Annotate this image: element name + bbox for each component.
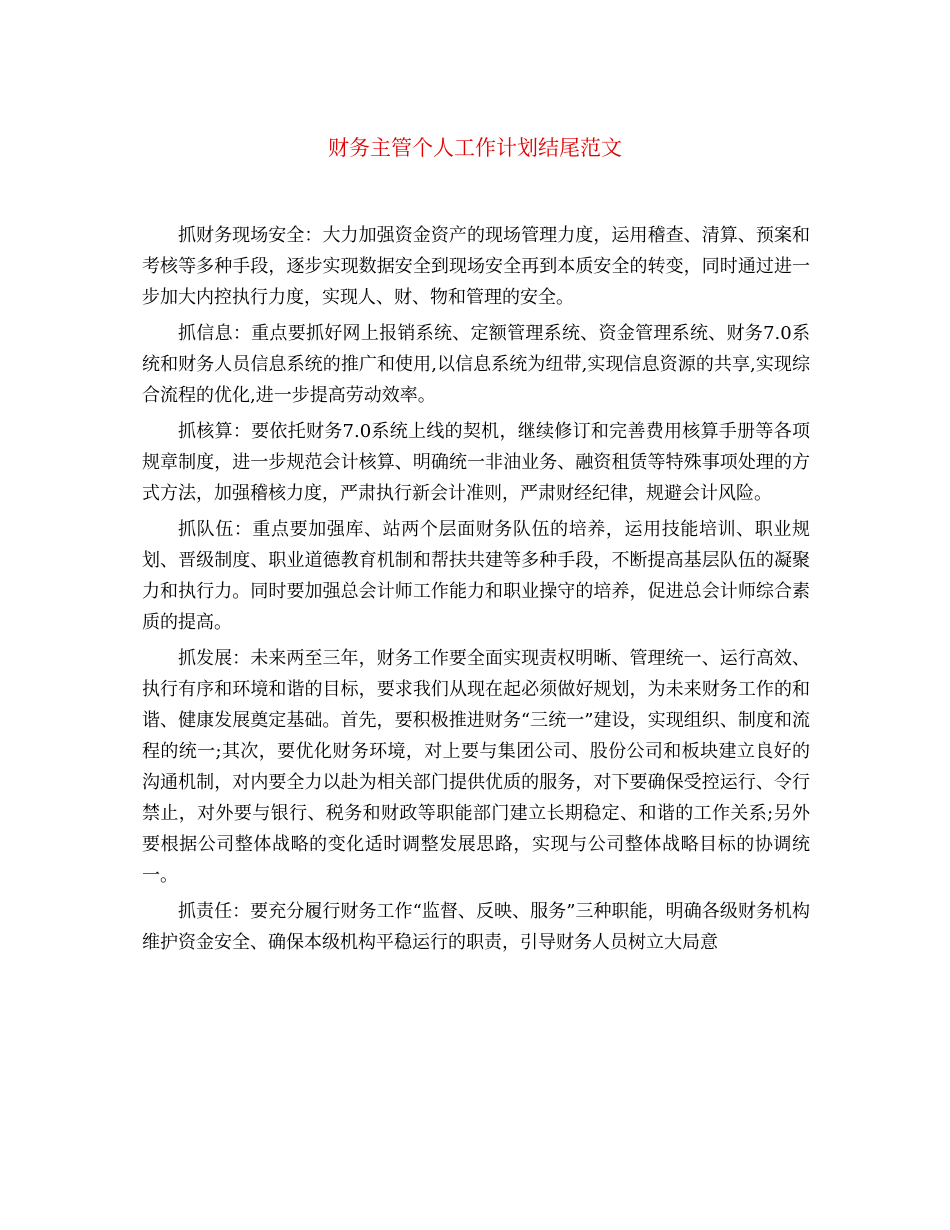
document-body bbox=[142, 220, 810, 963]
paragraph-development: 抓发展：未来两至三年，财务工作要全面实现责权明晰、管理统一、运行高效、执行有序和环境和谐的目标，要求我们从现在起必须做好规划，为未来财务工作的和谐、健康发展奠定基础。首先，要积极推进财务“三统一”建设，实现组织、制度和流程的统一;其次，要优化财务环境，对上要与集团公司、股份公司和板块建立良好的沟通机制，对内要全力以赴为相关部门提供优质的服务，对下要确保受控运行、令行禁止，对外要与银行、税务和财政等职能部门建立长期稳定、和谐的工作关系;另外要根据公司整体战略的变化适时调整发展思路，实现与公司整体战略目标的协调统一。 bbox=[142, 648, 810, 886]
paragraph-team: 抓队伍：重点要加强库、站两个层面财务队伍的培养，运用技能培训、职业规划、晋级制度、职业道德教育机制和帮扶共建等多种手段，不断提高基层队伍的凝聚力和执行力。同时要加强总会计师工作能力和职业操守的培养，促进总会计师综合素质的提高。 bbox=[142, 519, 810, 633]
document-title: 财务主管个人工作计划结尾范文 bbox=[328, 136, 622, 160]
paragraph-information: 抓信息：重点要抓好网上报销系统、定额管理系统、资金管理系统、财务7.0系统和财务人员信息系统的推广和使用,以信息系统为纽带,实现信息资源的共享,实现综合流程的优化,进一步提高劳动效率。 bbox=[142, 323, 810, 406]
paragraph-responsibility: 抓责任：要充分履行财务工作“监督、反映、服务”三种职能，明确各级财务机构维护资金安全、确保本级机构平稳运行的职责，引导财务人员树立大局意 bbox=[142, 901, 810, 953]
paragraph-accounting: 抓核算：要依托财务7.0系统上线的契机，继续修订和完善费用核算手册等各项规章制度，进一步规范会计核算、明确统一非油业务、融资租赁等特殊事项处理的方式方法，加强稽核力度，严肃执行新会计准则，严肃财经纪律，规避会计风险。 bbox=[142, 421, 810, 504]
paragraph-site-safety: 抓财务现场安全：大力加强资金资产的现场管理力度，运用稽查、清算、预案和考核等多种手段，逐步实现数据安全到现场安全再到本质安全的转变，同时通过进一步加大内控执行力度，实现人、财、物和管理的安全。 bbox=[142, 225, 810, 308]
